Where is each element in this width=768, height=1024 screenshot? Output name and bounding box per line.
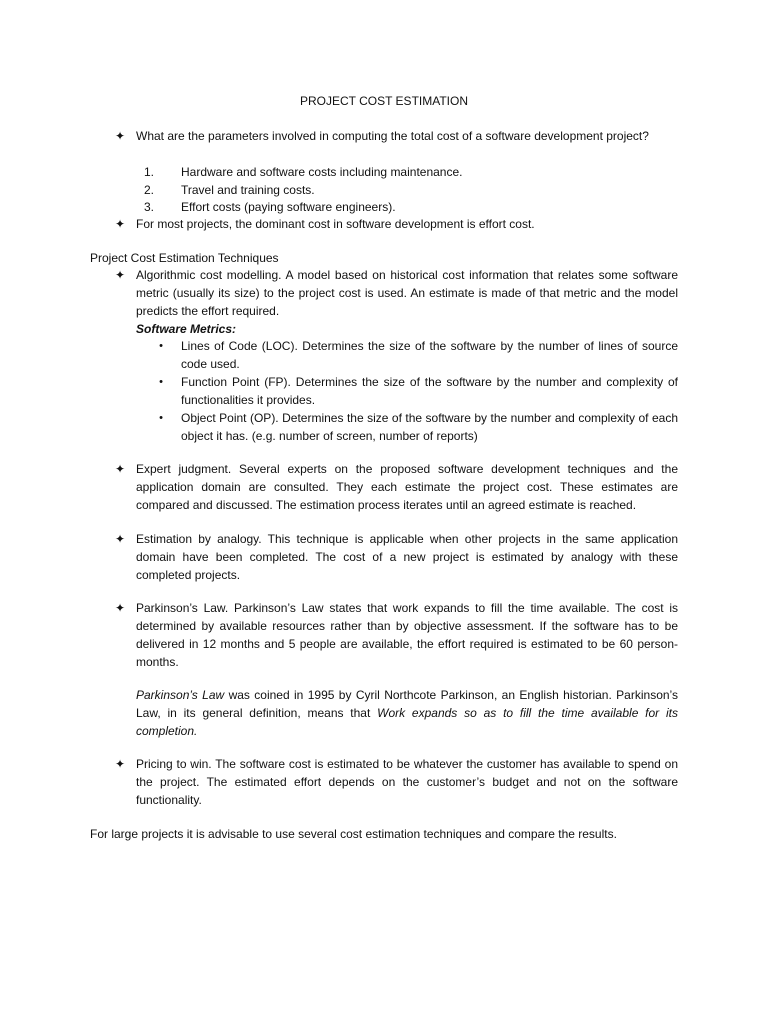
bullet-dot-icon: • <box>159 340 163 352</box>
cost-item-number: 2. <box>143 183 154 197</box>
parkinson-paragraph: Parkinson’s Law. Parkinson’s Law states that work expands to fill the time available. The cost is determined by available resources rather than by objective assessment. If the software has to be delivered in 12 months and 5 people are available, the effort required is estimated to be 60 person-months. <box>136 601 678 669</box>
pricing-paragraph: Pricing to win. The software cost is estimated to be whatever the customer has available to spend on the project. The estimated effort depends on the customer’s budget and not on the software functionality. <box>136 757 678 807</box>
dominant-cost-text: For most projects, the dominant cost in software development is effort cost. <box>136 217 535 231</box>
cost-item-text: Travel and training costs. <box>181 183 315 197</box>
bullet-star-icon: ✦ <box>114 532 126 546</box>
techniques-heading: Project Cost Estimation Techniques <box>90 251 279 265</box>
software-metrics-label: Software Metrics: <box>136 322 237 336</box>
bullet-star-icon: ✦ <box>114 217 126 231</box>
cost-item-number: 1. <box>143 165 154 179</box>
bullet-star-icon: ✦ <box>114 462 126 476</box>
algorithmic-paragraph: Algorithmic cost modelling. A model based on historical cost information that relates some software metric (usually its size) to the project cost is used. An estimate is made of that metric and the model predicts the effort required. <box>136 268 678 318</box>
cost-item-number: 3. <box>143 200 154 214</box>
parkinson-note <box>136 686 678 740</box>
cost-item-text: Hardware and software costs including maintenance. <box>181 165 463 179</box>
cost-item-text: Effort costs (paying software engineers). <box>181 200 396 214</box>
expert-judgment-paragraph: Expert judgment. Several experts on the proposed software development techniques and the application domain are consulted. They each estimate the project cost. These estimates are compared and discussed. The estimation process iterates until an agreed estimate is reached. <box>136 462 678 512</box>
parkinson-note-body: was coined in 1995 by Cyril Northcote Parkinson, an English historian. Parkinson’s Law, in its general definition, means that <box>136 688 678 720</box>
page-title: PROJECT COST ESTIMATION <box>299 94 469 108</box>
bullet-star-icon: ✦ <box>114 757 126 771</box>
metric-text: Lines of Code (LOC). Determines the size of the software by the number of lines of source code used. <box>181 339 678 371</box>
analogy-paragraph: Estimation by analogy. This technique is applicable when other projects in the same application domain have been completed. The cost of a new project is estimated by analogy with these completed projects. <box>136 532 678 582</box>
conclusion-text: For large projects it is advisable to use several cost estimation techniques and compare the results. <box>90 827 617 841</box>
bullet-star-icon: ✦ <box>114 129 126 143</box>
metric-text: Function Point (FP). Determines the size of the software by the number and complexity of functionalities it provides. <box>181 375 678 407</box>
parkinson-term: Parkinson’s Law <box>136 688 225 702</box>
bullet-star-icon: ✦ <box>114 268 126 282</box>
question-paragraph: What are the parameters involved in computing the total cost of a software development project? <box>136 129 649 143</box>
bullet-dot-icon: • <box>159 412 163 424</box>
parkinson-quote: Work expands so as to fill the time available for its completion. <box>136 706 678 738</box>
bullet-dot-icon: • <box>159 376 163 388</box>
bullet-star-icon: ✦ <box>114 601 126 615</box>
metric-text: Object Point (OP). Determines the size of the software by the number and complexity of each object it has. (e.g. number of screen, number of reports) <box>181 411 678 443</box>
